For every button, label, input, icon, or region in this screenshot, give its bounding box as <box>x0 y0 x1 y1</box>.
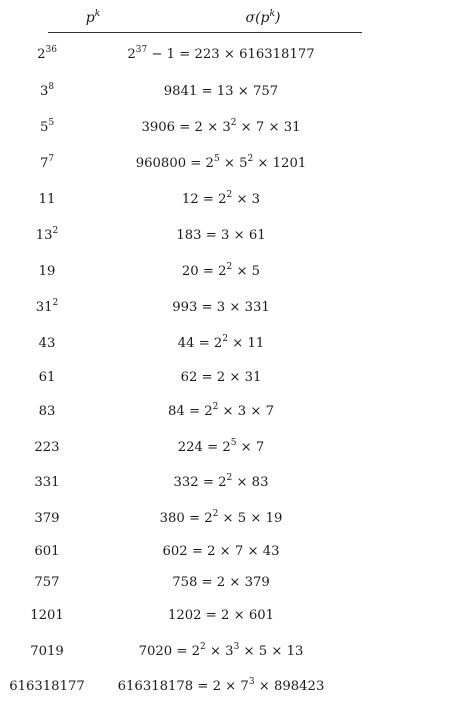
table-row <box>0 45 454 65</box>
cell-exponent: 2 <box>230 118 237 128</box>
cell-exponent: 2 <box>247 154 254 164</box>
cell-text: × 3 × 7 <box>218 404 274 419</box>
header-p-k <box>48 9 138 27</box>
cell-exponent: 2 <box>52 226 59 236</box>
cell-text: × 5 × 13 <box>239 644 304 659</box>
cell-text: 12 = 2 <box>181 192 227 207</box>
cell-exponent: 2 <box>222 334 229 344</box>
cell-text: 2 <box>127 47 136 62</box>
cell-text: 3 <box>39 84 49 99</box>
sigma-cell <box>90 509 352 529</box>
cell-text: − 1 = 223 × 616318177 <box>147 47 315 62</box>
cell-exponent: 8 <box>48 82 55 92</box>
cell-text: × 1201 <box>253 156 307 171</box>
cell-text: 616318178 = 2 × 7 <box>117 679 249 694</box>
table-row <box>0 262 454 282</box>
table-row <box>0 677 454 697</box>
sigma-cell <box>90 154 352 174</box>
cell-text: 224 = 2 <box>177 440 231 455</box>
cell-exponent: 3 <box>248 677 255 687</box>
cell-text: 84 = 2 <box>168 404 213 419</box>
table-row <box>0 154 454 174</box>
factorization-table <box>48 4 362 33</box>
cell-text: × 898423 <box>254 679 325 694</box>
cell-text: 379 <box>34 511 60 526</box>
sigma-cell <box>90 677 352 697</box>
cell-exponent: 2 <box>226 262 233 272</box>
sigma-cell <box>90 368 352 388</box>
table-row <box>0 368 454 388</box>
cell-exponent: 37 <box>135 45 148 55</box>
cell-exponent: 7 <box>48 154 55 164</box>
cell-text: 7019 <box>30 644 64 659</box>
cell-text: 62 = 2 × 31 <box>180 370 262 385</box>
cell-text: 44 = 2 <box>177 336 223 351</box>
cell-text: 31 <box>35 300 53 315</box>
cell-text: 757 <box>34 575 60 590</box>
cell-text: × 3 <box>232 192 261 207</box>
cell-text: 601 <box>34 544 60 559</box>
cell-text: 61 <box>38 370 56 385</box>
cell-text: 13 <box>35 228 53 243</box>
cell-text: 5 <box>39 120 49 135</box>
sigma-cell <box>90 118 352 138</box>
table-row <box>0 642 454 662</box>
table-header <box>48 4 362 33</box>
sigma-cell <box>90 438 352 458</box>
table-row <box>0 542 454 562</box>
table-row <box>0 190 454 210</box>
cell-text: 380 = 2 <box>159 511 213 526</box>
cell-text: 7 <box>39 156 49 171</box>
sigma-cell <box>90 606 352 626</box>
table-row <box>0 298 454 318</box>
cell-text: × 5 × 19 <box>218 511 283 526</box>
table-row <box>0 402 454 422</box>
cell-text: 993 = 3 × 331 <box>172 300 270 315</box>
table-row <box>0 509 454 529</box>
header-sigma-prefix: σ(p <box>245 10 270 26</box>
sigma-cell <box>90 334 352 354</box>
cell-text: 19 <box>38 264 56 279</box>
cell-text: 1202 = 2 × 601 <box>168 608 274 623</box>
header-sigma <box>188 9 338 27</box>
table-row <box>0 573 454 593</box>
cell-text: 9841 = 13 × 757 <box>163 84 279 99</box>
cell-exponent: 5 <box>230 438 237 448</box>
cell-text: 7020 = 2 <box>138 644 201 659</box>
cell-text: 43 <box>38 336 56 351</box>
header-sigma-sup: k <box>269 9 275 19</box>
cell-text: × 5 <box>219 156 248 171</box>
cell-text: × 83 <box>232 475 269 490</box>
cell-text: 20 = 2 <box>181 264 227 279</box>
cell-exponent: 5 <box>213 154 220 164</box>
cell-text: 602 = 2 × 7 × 43 <box>162 544 280 559</box>
cell-text: × 5 <box>232 264 261 279</box>
sigma-cell <box>90 573 352 593</box>
cell-text: 332 = 2 <box>173 475 227 490</box>
cell-text: 223 <box>34 440 60 455</box>
cell-text: 1201 <box>30 608 64 623</box>
sigma-cell <box>90 45 352 65</box>
table-row <box>0 334 454 354</box>
cell-text: × 11 <box>228 336 265 351</box>
table-row <box>0 438 454 458</box>
cell-text: 960800 = 2 <box>135 156 214 171</box>
cell-text: 331 <box>34 475 60 490</box>
sigma-cell <box>90 402 352 422</box>
cell-exponent: 2 <box>226 473 233 483</box>
sigma-cell <box>90 262 352 282</box>
sigma-cell <box>90 298 352 318</box>
sigma-cell <box>90 82 352 102</box>
sigma-cell <box>90 542 352 562</box>
sigma-cell <box>90 473 352 493</box>
table-row <box>0 473 454 493</box>
header-p: p <box>85 10 95 26</box>
table-row <box>0 82 454 102</box>
cell-text: 616318177 <box>9 679 85 694</box>
cell-exponent: 2 <box>52 298 59 308</box>
cell-exponent: 2 <box>212 509 219 519</box>
cell-text: 11 <box>38 192 56 207</box>
table-row <box>0 606 454 626</box>
sigma-cell <box>90 642 352 662</box>
table-row <box>0 226 454 246</box>
table-row <box>0 118 454 138</box>
cell-exponent: 3 <box>233 642 240 652</box>
sigma-cell <box>90 190 352 210</box>
cell-exponent: 36 <box>45 45 57 55</box>
cell-text: 3906 = 2 × 3 <box>141 120 231 135</box>
cell-text: 758 = 2 × 379 <box>172 575 270 590</box>
cell-text: 183 = 3 × 61 <box>176 228 266 243</box>
sigma-cell <box>90 226 352 246</box>
cell-text: × 7 <box>236 440 265 455</box>
cell-text: × 7 × 31 <box>236 120 301 135</box>
cell-exponent: 2 <box>226 190 233 200</box>
cell-exponent: 5 <box>48 118 55 128</box>
header-k-sup: k <box>94 9 101 19</box>
cell-text: 83 <box>38 404 56 419</box>
cell-text: × 3 <box>205 644 234 659</box>
cell-text: 2 <box>37 47 46 62</box>
header-sigma-suffix: ) <box>274 10 281 26</box>
cell-exponent: 2 <box>212 402 219 412</box>
cell-exponent: 2 <box>200 642 206 652</box>
